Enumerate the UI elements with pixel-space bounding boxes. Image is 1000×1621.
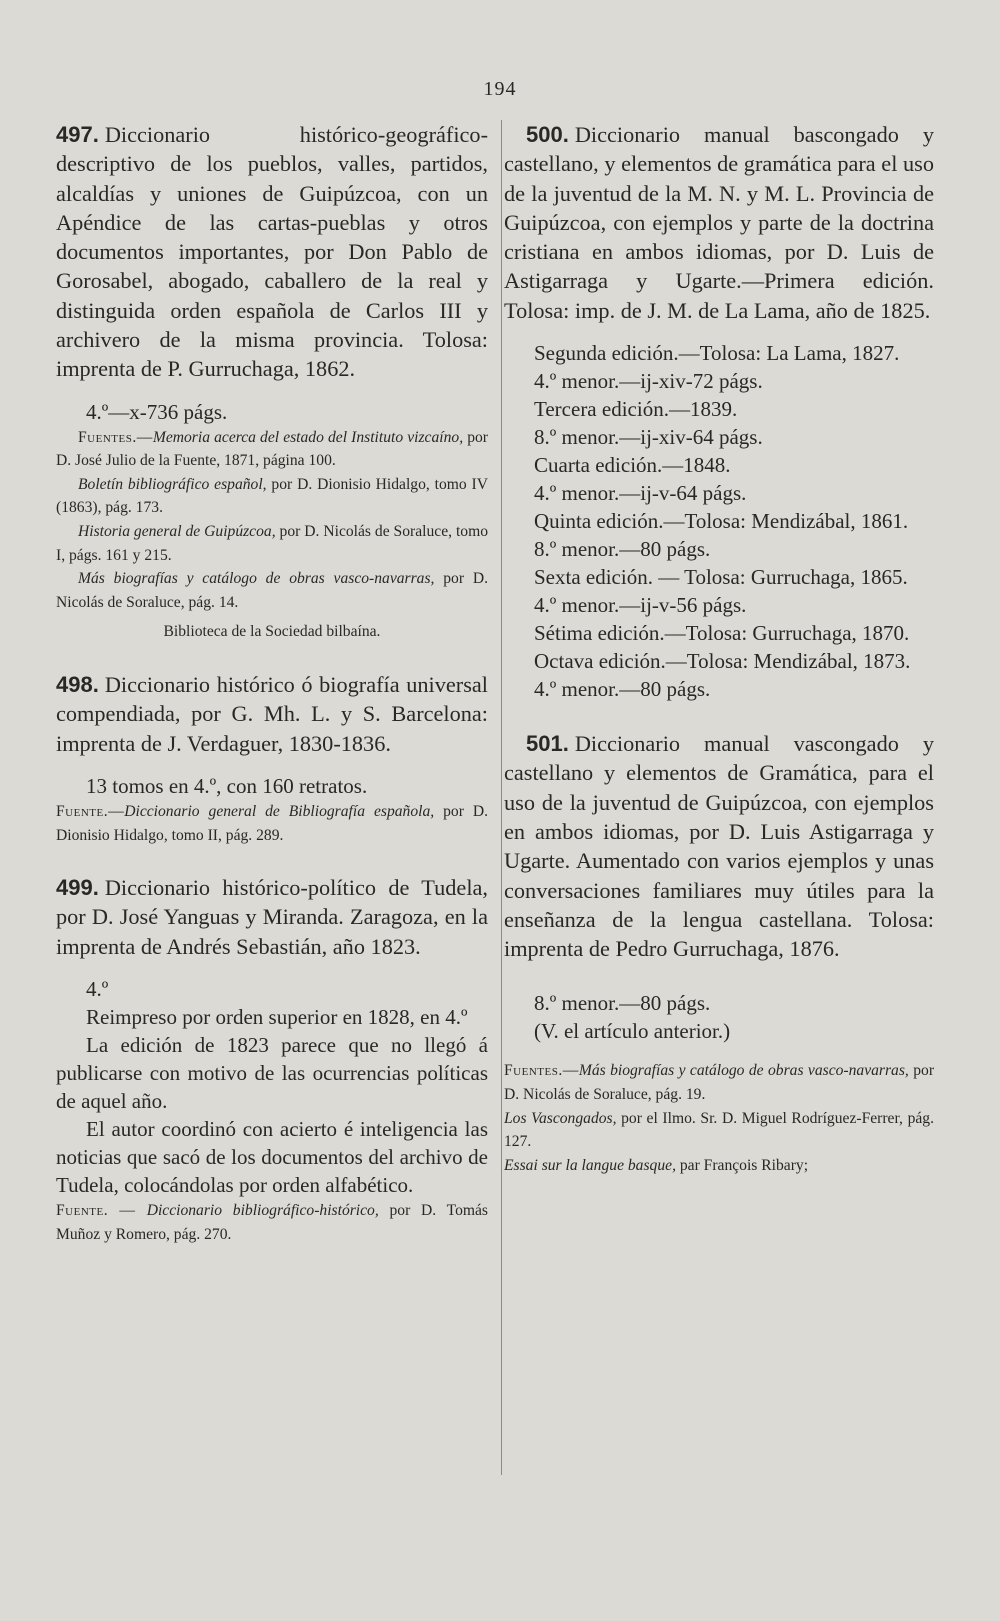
entry-500-edition-6: Sexta edición. — Tolosa: Gurruchaga, 1865. bbox=[534, 565, 908, 590]
entry-499-text: Diccionario histórico-político de Tudela, por D. José Yanguas y Miranda. Zaragoza, en la imprenta de Andrés Sebastián, año 1823. bbox=[56, 875, 488, 959]
source-title: Diccionario general de Bibliografía española, bbox=[124, 802, 435, 820]
sources-label: Fuentes.— bbox=[78, 428, 153, 446]
entry-501-description bbox=[504, 729, 934, 963]
entry-499-format: 4.º bbox=[86, 976, 109, 1001]
entry-501-sources bbox=[504, 1059, 934, 1177]
entry-500-edition-3: Tercera edición.—1839. bbox=[534, 397, 738, 422]
entry-501-source-1 bbox=[504, 1059, 934, 1106]
source-details: par François Ribary; bbox=[675, 1156, 809, 1174]
entry-501-note: (V. el artículo anterior.) bbox=[534, 1019, 731, 1044]
source-title: Historia general de Guipúzcoa, bbox=[78, 523, 276, 541]
source-title: Essai sur la langue basque, bbox=[504, 1156, 676, 1174]
source-details: por D. Dionisio Hidalgo, tomo II, pág. 289. bbox=[56, 802, 488, 844]
entry-497 bbox=[56, 120, 488, 644]
entry-500-edition-3-format: 8.º menor.—ij-xiv-64 págs. bbox=[534, 425, 763, 450]
source-title: Diccionario bibliográfico-histórico, bbox=[146, 1201, 379, 1219]
entry-500-edition-2-format: 4.º menor.—ij-xiv-72 págs. bbox=[534, 369, 763, 394]
column-divider bbox=[501, 120, 502, 1475]
entry-500-edition-7: Sétima edición.—Tolosa: Gurruchaga, 1870. bbox=[534, 621, 910, 646]
entry-497-source-3 bbox=[56, 520, 488, 567]
source-title: Más biografías y catálogo de obras vasco-navarras, bbox=[578, 1062, 909, 1080]
entry-500-edition-4-format: 4.º menor.—ij-v-64 págs. bbox=[534, 481, 747, 506]
entry-497-library: Biblioteca de la Sociedad bilbaína. bbox=[163, 623, 381, 641]
entry-497-source-1 bbox=[56, 426, 488, 473]
entry-501-source-3 bbox=[504, 1154, 934, 1178]
source-details: por D. Dionisio Hidalgo, tomo IV (1863), pág. 173. bbox=[56, 475, 488, 517]
entry-497-text: Diccionario histórico-geográfico-descriptivo de los pueblos, valles, partidos, alcaldías y uniones de Guipúzcoa, con un Apéndice de las cartas-pueblas y otros documentos importantes, por Don Pablo de Gorosabel, abogado, caballero de la real y distinguida orden española de Carlos III y archivero de la misma provincia. Tolosa: imprenta de P. Gurruchaga, 1862. bbox=[56, 122, 488, 382]
entry-501-text: Diccionario manual vascongado y castellano y elementos de Gramática, para el uso de la juventud de Guipúzcoa, con ejemplos en ambos idiomas, por D. Luis Astigarraga y Ugarte. Aumentado con varios ejemplos y unas conversaciones familiares muy útiles para la enseñanza de la lengua castellana. Tolosa: imprenta de Pedro Gurruchaga, 1876. bbox=[504, 731, 934, 962]
entry-498-source bbox=[56, 800, 488, 847]
entry-499 bbox=[56, 873, 488, 1246]
source-details: por D. Tomás Muñoz y Romero, pág. 270. bbox=[56, 1201, 488, 1243]
source-details: por el Ilmo. Sr. D. Miguel Rodríguez-Ferrer, pág. 127. bbox=[504, 1109, 934, 1151]
entry-499-note-reprint: Reimpreso por orden superior en 1828, en 4.º bbox=[86, 1004, 468, 1029]
source-title: Más biografías y catálogo de obras vasco-navarras, bbox=[78, 570, 435, 588]
entry-497-number: 497. bbox=[56, 122, 99, 147]
entry-500-edition-4: Cuarta edición.—1848. bbox=[534, 453, 731, 478]
sources-label: Fuentes.— bbox=[504, 1062, 579, 1080]
entry-499-description bbox=[56, 873, 488, 961]
entry-500-edition-8: Octava edición.—Tolosa: Mendizábal, 1873. bbox=[534, 649, 911, 674]
source-details: por D. José Julio de la Fuente, 1871, página 100. bbox=[56, 428, 488, 470]
entry-500 bbox=[504, 120, 934, 703]
entry-501-number: 501. bbox=[526, 731, 569, 757]
entry-499-source bbox=[56, 1199, 488, 1246]
entry-499-number: 499. bbox=[56, 875, 99, 901]
entry-499-note-edition: La edición de 1823 parece que no llegó á publicarse con motivo de las ocurrencias políticas de aquel año. bbox=[56, 1032, 488, 1113]
entry-498-text: Diccionario histórico ó biografía universal compendiada, por G. Mh. L. y S. Barcelona: imprenta de J. Verdaguer, 1830-1836. bbox=[56, 672, 488, 756]
right-column bbox=[504, 120, 934, 1177]
source-title: Boletín bibliográfico español, bbox=[78, 475, 267, 493]
entry-500-text: Diccionario manual bascongado y castellano, y elementos de gramática para el uso de la juventud de la M. N. y M. L. Provincia de Guipúzcoa, con ejemplos y parte de la doctrina cristiana en ambos idiomas, por D. Luis de Astigarraga y Ugarte.—Primera edición. Tolosa: imp. de J. M. de La Lama, año de 1825. bbox=[504, 122, 934, 323]
source-details: por D. Nicolás de Soraluce, tomo I, págs. 161 y 215. bbox=[56, 523, 488, 564]
entry-497-description bbox=[56, 120, 488, 384]
entry-501-format: 8.º menor.—80 págs. bbox=[534, 991, 711, 1016]
entry-500-edition-5: Quinta edición.—Tolosa: Mendizábal, 1861. bbox=[534, 509, 909, 534]
source-title: Los Vascongados, bbox=[504, 1109, 617, 1127]
entry-500-edition-2: Segunda edición.—Tolosa: La Lama, 1827. bbox=[534, 341, 900, 366]
entry-497-format: 4.º—x-736 págs. bbox=[86, 399, 228, 424]
entry-500-description bbox=[504, 120, 934, 325]
entry-497-source-4 bbox=[56, 567, 488, 614]
entry-500-edition-6-format: 4.º menor.—ij-v-56 págs. bbox=[534, 593, 747, 618]
source-details: por D. Nicolás de Soraluce, pág. 19. bbox=[504, 1062, 935, 1104]
left-column bbox=[56, 120, 488, 1246]
entry-501-source-2 bbox=[504, 1107, 934, 1154]
entry-498 bbox=[56, 670, 488, 847]
entry-501 bbox=[504, 729, 934, 1177]
entry-497-source-2 bbox=[56, 473, 488, 520]
source-details: por D. Nicolás de Soraluce, pág. 14. bbox=[56, 570, 489, 611]
entry-498-format: 13 tomos en 4.º, con 160 retratos. bbox=[86, 773, 368, 798]
entry-500-number: 500. bbox=[526, 122, 569, 147]
entry-497-sources bbox=[56, 426, 488, 644]
entry-498-description bbox=[56, 670, 488, 758]
entry-500-edition-5-format: 8.º menor.—80 págs. bbox=[534, 537, 711, 562]
entry-499-note-author: El autor coordinó con acierto é inteligencia las noticias que sacó de los documentos del archivo de Tudela, colocándolas por orden alfabético. bbox=[56, 1116, 488, 1197]
page-number: 194 bbox=[483, 78, 517, 100]
source-label: Fuente. — bbox=[56, 1201, 147, 1219]
source-title: Memoria acerca del estado del Instituto vizcaíno, bbox=[152, 428, 464, 446]
source-label: Fuente.— bbox=[56, 802, 125, 820]
entry-500-edition-8-format: 4.º menor.—80 págs. bbox=[534, 677, 711, 702]
entry-498-number: 498. bbox=[56, 672, 99, 698]
